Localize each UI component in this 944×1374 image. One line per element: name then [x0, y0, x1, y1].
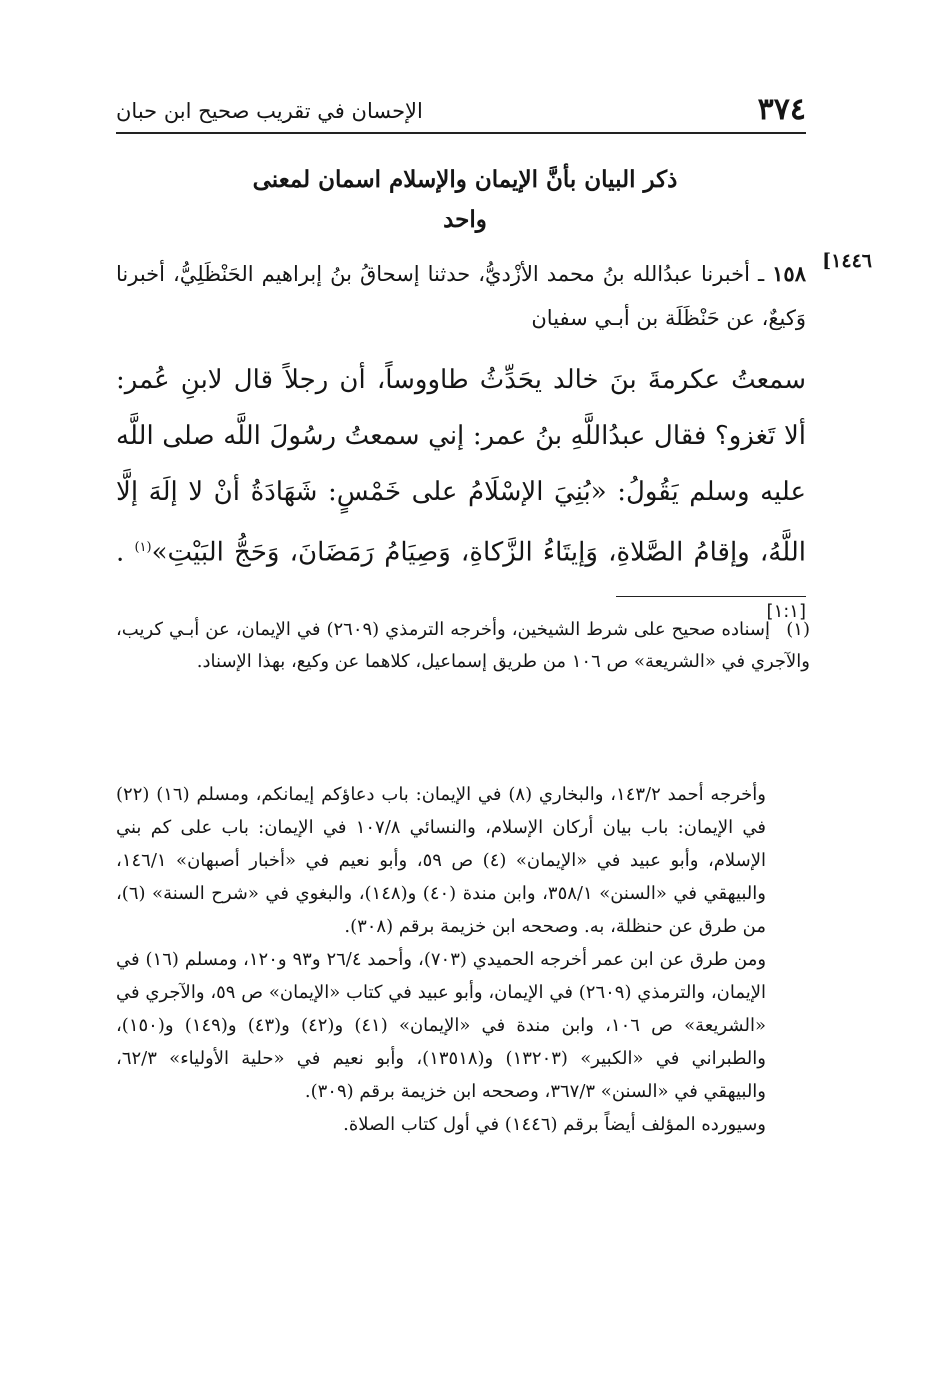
hadith-isnad: [116, 252, 806, 340]
takhrij-paragraph: ومن طرق عن ابن عمر أخرجه الحميدي (٧٠٣)، وأحمد ٢٦/٤ و٩٣ و١٢٠، ومسلم (١٦) في الإيمان، والترمذي (٢٦٠٩) في الإيمان، وأبو عبيد في كتاب «الإيمان» ص ٥٩، والآجري في «الشريعة» ص ١٠٦، وابن مندة في «الإيمان» (٤١) و(٤٢) و(٤٣) و(١٤٩) و(١٥٠)، والطبراني في «الكبير» (١٣٢٠٣) و(١٣٥١٨)، وأبو نعيم في «حلية الأولياء» ٦٢/٣، والبيهقي في «السنن» ٣٦٧/٣، وصححه ابن خزيمة برقم (٣٠٩).: [116, 949, 767, 1102]
page-number: ٣٧٤: [757, 92, 806, 127]
footnote-divider: [616, 596, 806, 597]
chapter-heading: ذكر البيان بأنَّ الإيمان والإسلام اسمان لمعنى واحد: [252, 166, 678, 233]
matn-punct: .: [116, 537, 125, 568]
footnote-number: (١): [786, 619, 810, 640]
hadith-number: ١٥٨: [772, 261, 806, 286]
takhrij-paragraph: وأخرجه أحمد ١٤٣/٢، والبخاري (٨) في الإيمان: باب دعاؤكم إيمانكم، ومسلم (١٦) (٢٢) في الإيمان: باب بيان أركان الإسلام، والنسائي ١٠٧/٨ في الإيمان: باب على كم بني الإسلام، وأبو عبيد في «الإيمان» (٤) ص ٥٩، وأبو نعيم في «أخبار أصبهان» ١٤٦/١، والبيهقي في «السنن» ٣٥٨/١، وابن مندة (٤٠) و(١٤٨)، والبغوي في «شرح السنة» (٦)، من طرق عن حنظلة، به. وصححه ابن خزيمة برقم (٣٠٨).: [116, 784, 766, 937]
running-header: [116, 92, 806, 134]
footnote-marker: (١): [134, 540, 152, 555]
margin-reference: [١٤٤٦: [822, 250, 872, 272]
footnote-text: إسناده صحيح على شرط الشيخين، وأخرجه الترمذي (٢٦٠٩) في الإيمان، عن أبـي كريب، والآجري في «الشريعة» ص ١٠٦ من طريق إسماعيل، كلاهما عن وكيع، بهذا الإسناد.: [116, 619, 810, 672]
isnad-text: ـ أخبرنا عبدُالله بنُ محمد الأزْديُّ، حدثنا إسحاقُ بنُ إبراهيم الحَنْظَلِيُّ، أخبرنا وَكيعٌ، عن حَنْظَلَة بن أبـي سفيان: [116, 262, 806, 330]
footnote-1: [116, 614, 810, 678]
cross-reference: [١:١]: [766, 600, 806, 622]
takhrij-paragraph: وسيورده المؤلف أيضاً برقم (١٤٤٦) في أول كتاب الصلاة.: [343, 1114, 766, 1135]
matn-text: سمعتُ عكرمةَ بنَ خالد يحَدِّثُ طاووساً، أن رجلاً قال لابنِ عُمر: ألا تَغزو؟ فقال عبدُاللَّهِ بنُ عمر: إني سمعتُ رسُولَ اللَّه صلى اللَّه عليه وسلم يَقُولُ: «بُنِيَ الإسْلَامُ على خَمْسٍ: شَهَادَةُ أنْ لا إلَهَ إلَّا اللَّهُ، وإقامُ الصَّلاةِ، وَإيتَاءُ الزَّكاةِ، وَصِيَامُ رَمَضَانَ، وَحَجُّ البَيْتِ»: [116, 365, 807, 568]
book-title: الإحسان في تقريب صحيح ابن حبان: [116, 99, 423, 123]
takhrij-notes: [116, 778, 766, 1141]
